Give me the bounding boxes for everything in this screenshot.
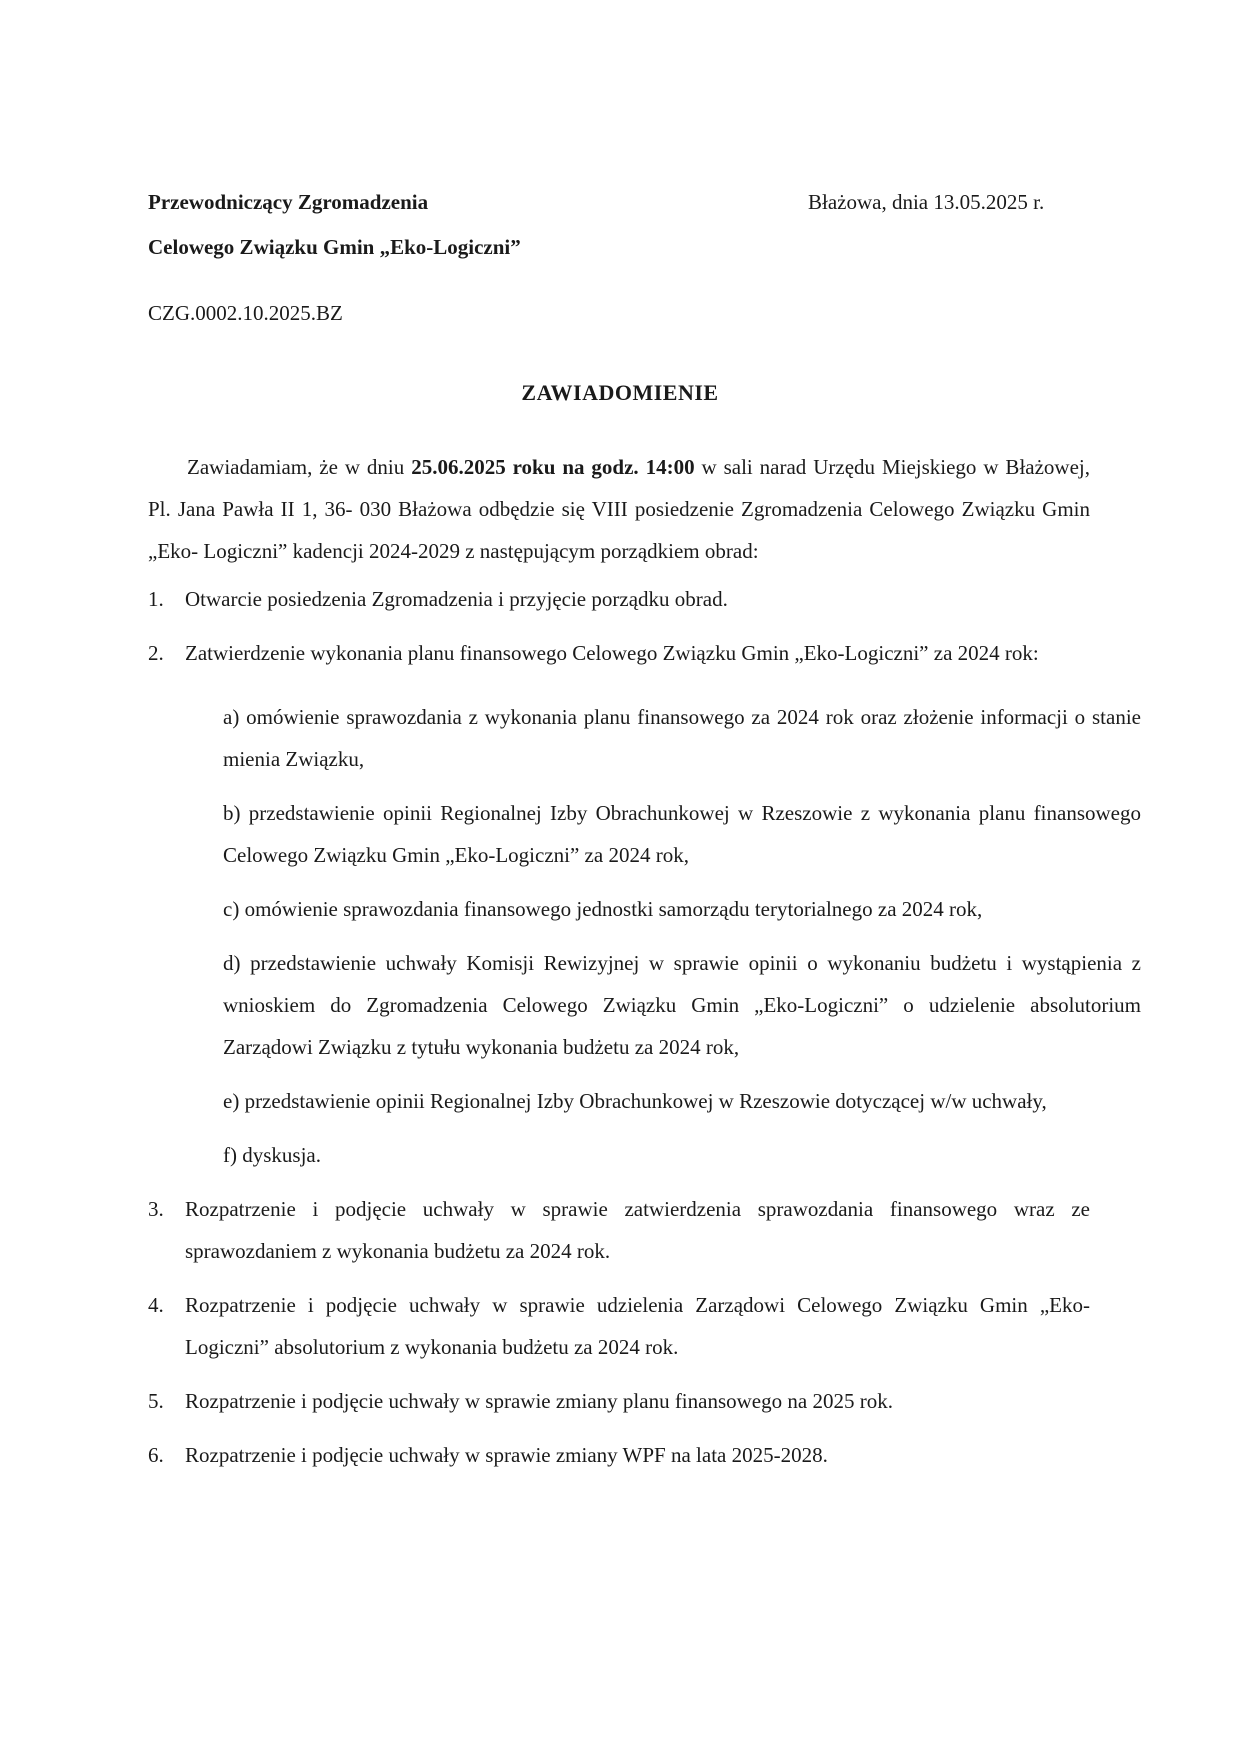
place-date: Błażowa, dnia 13.05.2025 r. <box>808 190 1045 214</box>
agenda-item-text: Rozpatrzenie i podjęcie uchwały w sprawie zmiany WPF na lata 2025-2028. <box>185 1443 828 1467</box>
agenda-item-5 <box>148 1380 1090 1422</box>
reference-number: CZG.0002.10.2025.BZ <box>148 301 343 325</box>
intro-text-2: w sali narad Urzędu Miejskiego w Błażowej, Pl. Jana Pawła II 1, 36- 030 Błażowa odbędzie się VIII posiedzenie Zgromadzenia Celowego Związku Gmin „Eko- Logiczni” kadencji 2024-2029 z następującym porządkiem obrad: <box>148 455 1090 563</box>
subitem-e: e) przedstawienie opinii Regionalnej Izby Obrachunkowej w Rzeszowie dotyczącej w/w uchwały, <box>223 1089 1047 1113</box>
agenda-item-number: 1. <box>148 587 164 611</box>
intro-text-1: Zawiadamiam, że w dniu <box>187 455 412 479</box>
subitem-b: b) przedstawienie opinii Regionalnej Izby Obrachunkowej w Rzeszowie z wykonania planu finansowego Celowego Związku Gmin „Eko-Logiczni” za 2024 rok, <box>223 801 1141 867</box>
agenda-item-number: 2. <box>148 641 164 665</box>
agenda-item-number: 3. <box>148 1197 164 1221</box>
agenda-subitems-wrapper <box>148 696 1141 1176</box>
sender-line-1: Przewodniczący Zgromadzenia <box>148 190 429 214</box>
intro-paragraph <box>148 446 1090 572</box>
agenda-item-text: Rozpatrzenie i podjęcie uchwały w sprawie zatwierdzenia sprawozdania finansowego wraz ze sprawozdaniem z wykonania budżetu za 2024 rok. <box>185 1197 1090 1263</box>
agenda-item-6 <box>148 1434 1090 1476</box>
agenda-item-4 <box>148 1284 1090 1368</box>
subitem-f: f) dyskusja. <box>223 1143 321 1167</box>
agenda-item-number: 6. <box>148 1443 164 1467</box>
agenda-list <box>148 578 1141 1488</box>
subitem-c: c) omówienie sprawozdania finansowego jednostki samorządu terytorialnego za 2024 rok, <box>223 897 983 921</box>
agenda-item-2 <box>148 632 1090 674</box>
subitem-d: d) przedstawienie uchwały Komisji Rewizyjnej w sprawie opinii o wykonaniu budżetu i wystąpienia z wnioskiem do Zgromadzenia Celowego Związku Gmin „Eko-Logiczni” o udzielenie absolutorium Zarządowi Związku z tytułu wykonania budżetu za 2024 rok, <box>223 951 1141 1059</box>
agenda-item-text: Rozpatrzenie i podjęcie uchwały w sprawie udzielenia Zarządowi Celowego Związku Gmin „Eko-Logiczni” absolutorium z wykonania budżetu za 2024 rok. <box>185 1293 1090 1359</box>
intro-date-time: 25.06.2025 roku na godz. 14:00 <box>411 455 695 479</box>
agenda-item-1 <box>148 578 1090 620</box>
subitem-a: a) omówienie sprawozdania z wykonania planu finansowego za 2024 rok oraz złożenie informacji o stanie mienia Związku, <box>223 705 1141 771</box>
sender-block <box>148 180 521 270</box>
agenda-item-3 <box>148 1188 1090 1272</box>
agenda-item-text: Otwarcie posiedzenia Zgromadzenia i przyjęcie porządku obrad. <box>185 587 728 611</box>
agenda-item-number: 5. <box>148 1389 164 1413</box>
agenda-item-text: Rozpatrzenie i podjęcie uchwały w sprawie zmiany planu finansowego na 2025 rok. <box>185 1389 893 1413</box>
sender-line-2: Celowego Związku Gmin „Eko-Logiczni” <box>148 235 521 259</box>
document-title: ZAWIADOMIENIE <box>521 380 719 405</box>
agenda-item-number: 4. <box>148 1293 164 1317</box>
agenda-item-text: Zatwierdzenie wykonania planu finansowego Celowego Związku Gmin „Eko-Logiczni” za 2024 rok: <box>185 641 1039 665</box>
agenda-subitems <box>148 696 1141 1176</box>
